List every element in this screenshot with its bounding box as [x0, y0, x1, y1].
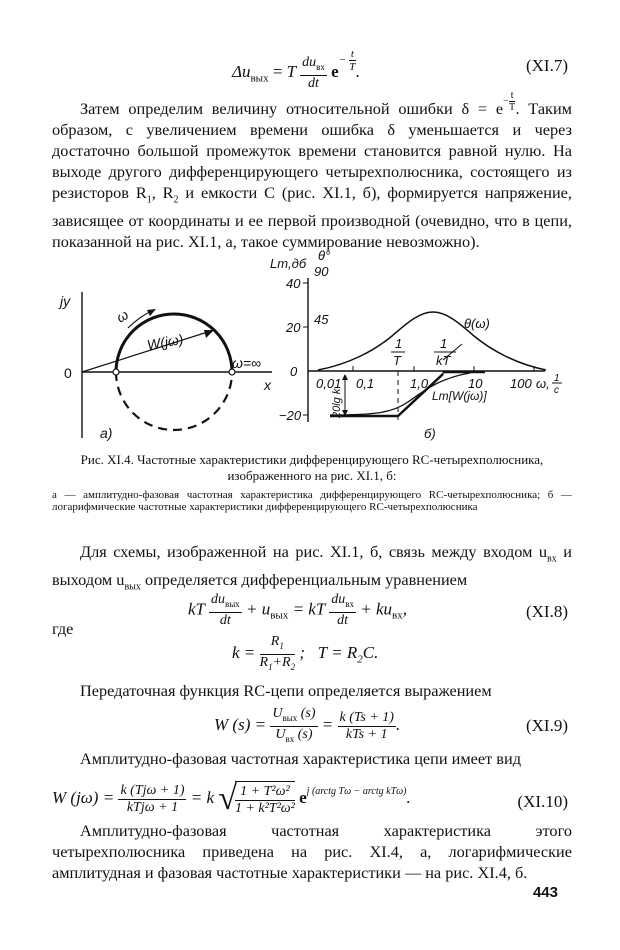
eq8-number: (XI.8) — [525, 602, 568, 621]
eq9-f1-den: U — [275, 726, 286, 742]
fig-b-tick20-label: 20 — [286, 320, 301, 335]
eq10-sq-num: 1 + T²ω² — [235, 784, 295, 801]
eq10-f-num: k (Tjω + 1) — [120, 782, 185, 798]
eqk-den-a: R — [259, 654, 269, 670]
eq9-lhs: W (s) = — [214, 715, 267, 735]
eq7-eq: = — [272, 62, 283, 82]
eq7-exp-den: T — [349, 61, 356, 73]
eqk-den-a-sub: 1 — [268, 661, 273, 672]
fig-b-theta-curve — [318, 312, 546, 370]
eq8-tail: + ku — [360, 599, 393, 619]
fig-b-lm-label: Lm[W(jω)] — [432, 389, 487, 403]
fig-b-x-unit-w: ω, — [536, 376, 550, 391]
eq9-f1-num-tail: (s) — [297, 706, 316, 721]
eq8-plus1: + u — [246, 599, 271, 619]
fig-a-vector-label: W(jω) — [145, 330, 185, 353]
eq10-sq-den: 1 + k²T²ω² — [234, 801, 295, 816]
eq8-eq: = kT — [292, 599, 325, 619]
eq10-tail: . — [406, 787, 411, 807]
eq8-comma: , — [402, 599, 407, 619]
fig-b-x-unit-den: c — [554, 385, 559, 396]
eq9-f2-den: kTs + 1 — [345, 726, 388, 742]
para1-r1-sub: 1 — [146, 194, 152, 206]
fig-b-x01: 0,1 — [356, 376, 375, 391]
eq7-number: (XI.7) — [525, 56, 568, 75]
fig-b-panel-label: б) — [424, 426, 436, 441]
eqk-lhs: k = — [232, 643, 256, 663]
fig-b-x100: 100 — [510, 376, 532, 391]
para1-exp-den: T — [509, 102, 516, 113]
eqk-mid: ; T = R — [299, 643, 358, 663]
eqk-num-sub: 1 — [279, 640, 284, 651]
fig-b-f2-den: kT — [436, 353, 451, 368]
eq8-f2-num: du — [331, 592, 346, 607]
eqk-den-b-sub: 2 — [290, 661, 296, 672]
eq9-f1-num-sub: вых — [282, 712, 298, 723]
eq10-sqrt-frac — [235, 781, 295, 817]
eq10-lhs: W (jω) = — [52, 787, 115, 807]
fig-b-tickm20-label: −20 — [279, 408, 302, 423]
fig-b-theta-label: θ(ω) — [464, 316, 490, 331]
eq10-sqrt-sign: √ — [218, 780, 237, 817]
eqk-end: C. — [362, 643, 379, 663]
fig-b-x-unit-num: 1 — [554, 373, 560, 384]
eq8-f1-num-sub: вых — [224, 598, 240, 609]
eqk-num: R — [270, 634, 280, 649]
eqk-mid-sub: 2 — [357, 653, 363, 666]
eq10-number: (XI.10) — [517, 792, 568, 811]
figure-xi4 — [0, 250, 620, 450]
eq9-eq2: = — [321, 715, 334, 735]
fig-b-tick0-label: 0 — [290, 364, 298, 379]
eq9-f2-num: k (Ts + 1) — [339, 709, 394, 725]
fig-b-20lgk-arrow-top — [342, 374, 348, 380]
eq7-lhs-sub: вых — [250, 72, 269, 85]
fig-a-lower-semicircle — [116, 372, 232, 430]
fig-a-x-label: x — [264, 377, 271, 393]
eq8-kT: kT — [188, 599, 205, 619]
para1-text-c: и емкости C (рис. XI.1, б), формируется напряжение, зависящее от координаты и ее первой производной (очевидно, что в цепи, показанной на рис. XI.1, а, такое суммирование невозможно). — [52, 182, 572, 252]
figure-caption: Рис. XI.4. Частотные характеристики дифференцирующего RC-четырехполюсника, изображенного на рис. XI.1, б: — [80, 452, 544, 483]
where-label: где — [52, 619, 74, 638]
fig-a-origin: 0 — [64, 365, 72, 381]
fig-b-x001: 0,01 — [316, 376, 342, 391]
eq10-exp: j (arctg Tω − arctg kTω) — [306, 785, 407, 797]
eq10-frac — [118, 783, 186, 816]
eq10-f-den: kTjω + 1 — [126, 799, 179, 815]
eq7-frac — [300, 55, 327, 92]
eq7-exp-num: t — [350, 48, 354, 60]
para1-exp-minus: − — [503, 95, 509, 107]
eq9-f1-den-sub: вх — [285, 733, 295, 744]
fig-a-omega: ω — [113, 306, 131, 326]
fig-b-f1-num: 1 — [395, 336, 403, 351]
eq8-f1-den: dt — [219, 612, 231, 628]
fig-b-x1: 1,0 — [410, 376, 429, 391]
eq8-f1-num: du — [210, 592, 225, 607]
fig-b-20lgk-label: 20lg k — [331, 388, 343, 418]
fig-a-omega-inf: ω=∞ — [232, 355, 262, 371]
eqk-den-plus: +R — [272, 654, 291, 670]
eq9-f1-den-tail: (s) — [294, 726, 313, 742]
paragraph-1 — [52, 90, 572, 252]
fig-a-y-label: jy — [60, 293, 71, 309]
paragraph-2 — [52, 541, 572, 598]
eq8-f2-den: dt — [337, 612, 349, 628]
fig-a-point-left — [113, 369, 119, 375]
figure-legend: а — амплитудно-фазовая частотная характеристика дифференцирующего RC-четырехполюсника; б — логарифмические частотные характеристики дифференцирующего RC-четырехполюсника — [52, 489, 572, 513]
para2-sub-a: вх — [547, 553, 557, 565]
eq9-number: (XI.9) — [525, 716, 568, 735]
para2-text-a: Для схемы, изображенной на рис. XI.1, б, связь между входом u — [80, 542, 548, 561]
fig-a-panel-label: а) — [100, 425, 113, 441]
paragraph-3: Передаточная функция RC-цепи определяется выражением — [80, 681, 492, 700]
eq7-tail: . — [355, 62, 361, 82]
fig-b-f1-den: T — [393, 353, 401, 368]
para1-exp-num: t — [510, 90, 514, 101]
para1-sep: , R — [151, 182, 174, 202]
page-number: 443 — [532, 884, 558, 901]
fig-b-tick90-label: 90 — [314, 264, 329, 279]
para1-text-a: Затем определим величину относительной ошибки δ = e — [80, 98, 504, 118]
fig-a-vector-arrow — [204, 330, 214, 338]
eq7-lhs: Δu — [232, 62, 251, 82]
eq7-T: T — [286, 62, 296, 82]
eq8-tail-sub: вх — [392, 609, 403, 622]
eq9-f1-num: U — [272, 706, 283, 721]
fig-b-tick40-label: 40 — [286, 276, 301, 291]
para1-r2-sub: 2 — [173, 194, 179, 206]
fig-b-y-left-label: Lm,дб — [270, 256, 307, 271]
para2-text-c: определяется дифференциальным уравнением — [140, 570, 468, 590]
para2-sub-b: вых — [124, 581, 141, 593]
fig-b-x10: 10 — [468, 376, 483, 391]
paragraph-5: Амплитудно-фазовая частотная характеристика этого четырехполюсника приведена на рис. XI.4, а, логарифмические амплитудная и фазовая частотные характеристики — на рис. XI.4, б. — [52, 821, 572, 882]
eq10-eq2: = k — [190, 787, 215, 807]
eqk-frac — [260, 634, 296, 675]
eq7-exp-minus: − — [338, 54, 347, 67]
eq7-den: dt — [308, 75, 319, 91]
eq8-f2-num-sub: вх — [345, 598, 354, 609]
eq9-frac1 — [270, 706, 317, 747]
fig-b-y-right-label: θ° — [318, 250, 331, 263]
para2-text-b: и выходом u — [52, 542, 572, 590]
eq10-exp-base: e — [299, 787, 307, 807]
eq9-tail: . — [395, 715, 401, 735]
fig-a-omega-arrowhead — [147, 309, 156, 316]
para1-text-b: . Таким образом, с увеличением времени ошибка δ уменьшается и через достаточно большой промежуток времени становится равной нулю. На выходе другого дифференцирующего четырехполюсника, состоящего из резисторов R — [52, 98, 572, 202]
eq7-num-sub: вх — [316, 61, 325, 72]
eq7-num: du — [302, 54, 317, 70]
eq9-frac2 — [338, 710, 396, 743]
fig-b-tick45-label: 45 — [314, 312, 329, 327]
paragraph-4: Амплитудно-фазовая частотная характеристика цепи имеет вид — [80, 749, 521, 768]
fig-b-f2-num: 1 — [440, 336, 448, 351]
eq8-plus1-sub: вых — [270, 609, 289, 622]
eq7-exp-base: e — [331, 62, 339, 82]
